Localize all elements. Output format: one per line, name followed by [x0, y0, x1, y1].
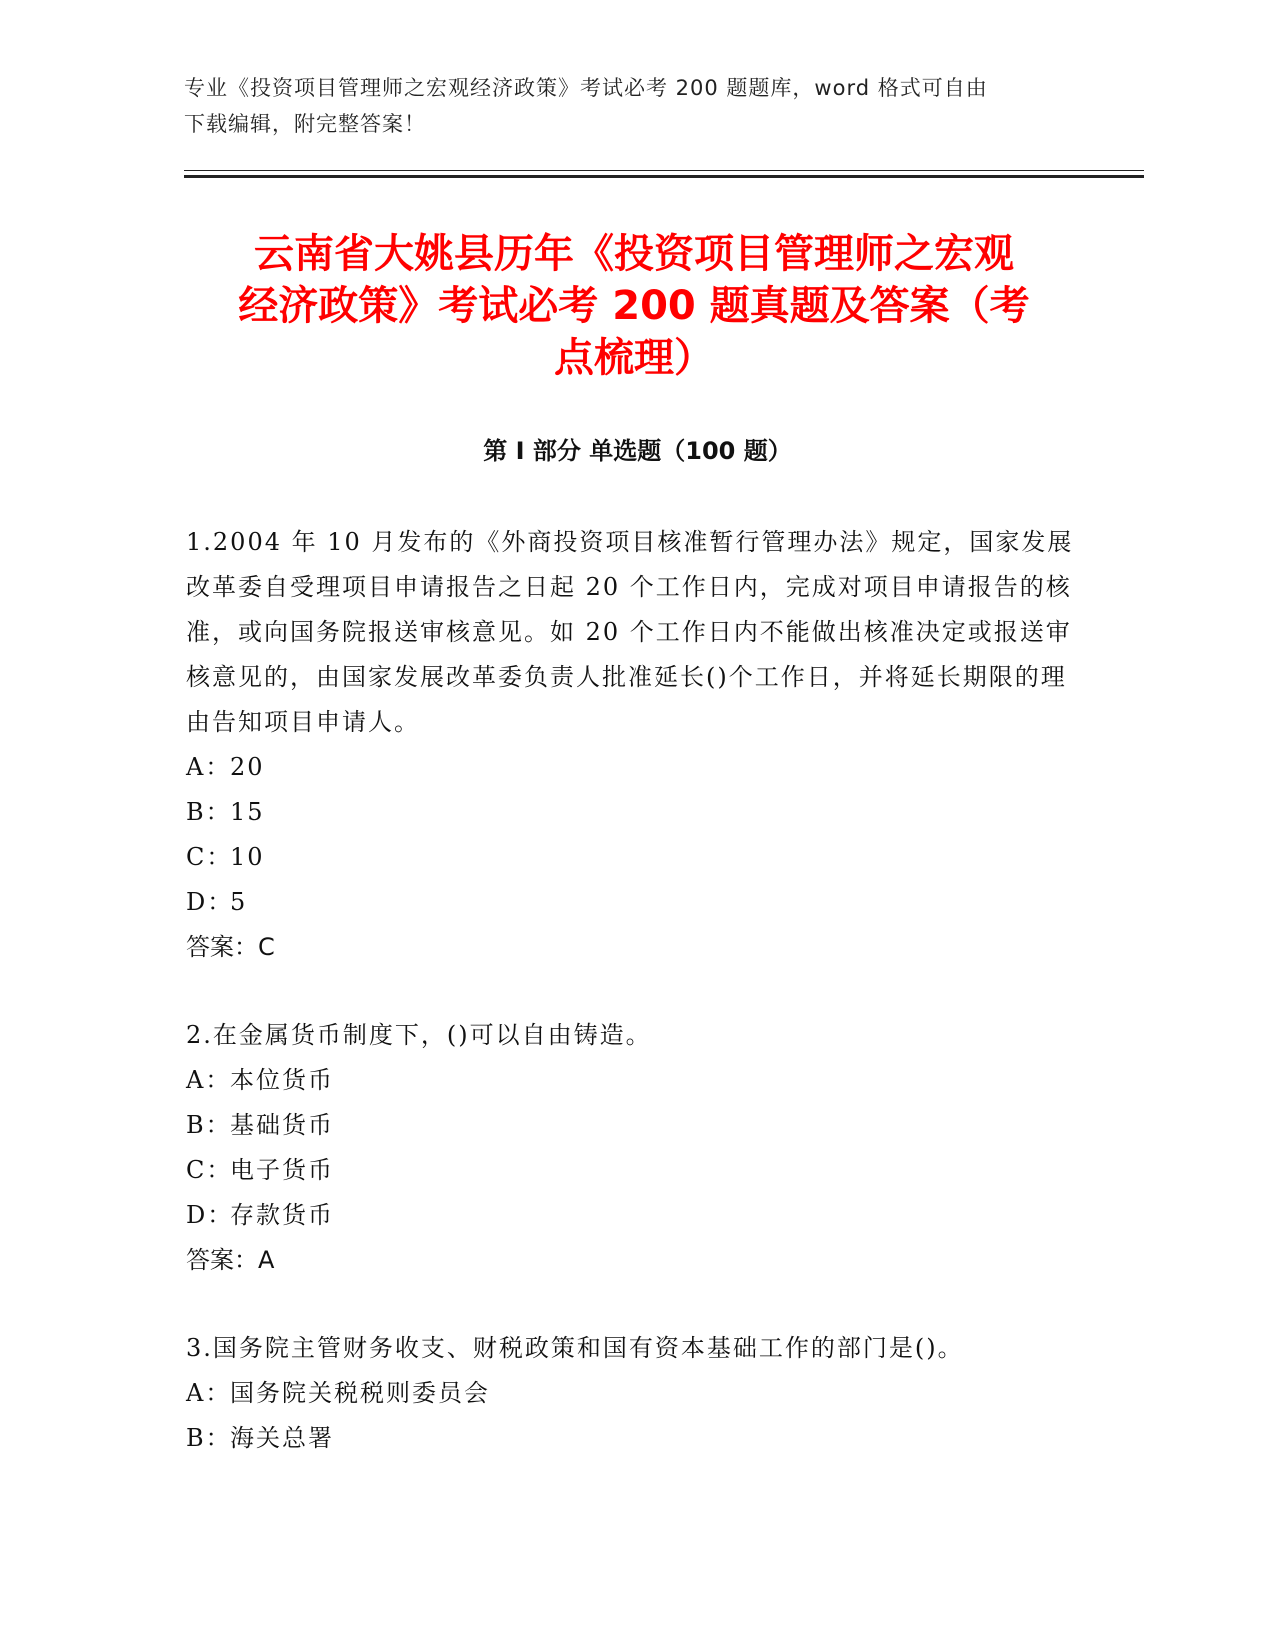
option-letter: B： [186, 798, 232, 826]
question-spacer [186, 1283, 1076, 1326]
title-line-3: 点梳理） [554, 335, 714, 381]
option-text: 国务院关税税则委员会 [230, 1379, 490, 1407]
question-stem: 3.国务院主管财务收支、财税政策和国有资本基础工作的部门是()。 [186, 1334, 964, 1362]
option-b [186, 790, 1076, 835]
document-intro [184, 70, 1064, 142]
answer-line: 答案：C [186, 933, 275, 961]
header-rule-thick [184, 175, 1144, 178]
option-letter: A： [186, 1379, 232, 1407]
document-title [184, 228, 1084, 384]
option-text: 5 [230, 888, 248, 916]
option-text: 10 [230, 843, 265, 871]
option-a [186, 1058, 1076, 1103]
section-heading: 第 I 部分 单选题（100 题） [483, 437, 792, 465]
intro-line-1: 专业《投资项目管理师之宏观经济政策》考试必考 200 题题库，word 格式可自由 [184, 76, 988, 100]
option-text: 基础货币 [230, 1111, 334, 1139]
question-spacer [186, 970, 1076, 1013]
question-list [186, 520, 1076, 1461]
option-letter: D： [186, 888, 234, 916]
question-1 [186, 520, 1076, 970]
question-2 [186, 1013, 1076, 1283]
option-letter: B： [186, 1111, 232, 1139]
option-text: 存款货币 [230, 1201, 334, 1229]
option-c [186, 1148, 1076, 1193]
option-text: 海关总署 [230, 1424, 334, 1452]
title-line-1: 云南省大姚县历年《投资项目管理师之宏观 [254, 231, 1014, 277]
option-d [186, 880, 1076, 925]
option-a [186, 1371, 1076, 1416]
option-text: 电子货币 [230, 1156, 334, 1184]
option-d [186, 1193, 1076, 1238]
title-line-2: 经济政策》考试必考 200 题真题及答案（考 [238, 283, 1030, 329]
option-a [186, 745, 1076, 790]
question-stem: 1.2004 年 10 月发布的《外商投资项目核准暂行管理办法》规定，国家发展改革委自受理项目申请报告之日起 20 个工作日内，完成对项目申请报告的核准，或向国务院报送审核意见。如 20 个工作日内不能做出核准决定或报送审核意见的，由国家发展改革委负责人批准延长()个工作日，并将延长期限的理由告知项目申请人。 [186, 528, 1074, 736]
question-3 [186, 1326, 1076, 1461]
option-letter: C： [186, 843, 233, 871]
option-letter: B： [186, 1424, 232, 1452]
answer-line: 答案：A [186, 1246, 275, 1274]
intro-line-2: 下载编辑，附完整答案！ [184, 112, 426, 136]
option-b [186, 1416, 1076, 1461]
option-c [186, 835, 1076, 880]
option-letter: D： [186, 1201, 234, 1229]
question-stem: 2.在金属货币制度下，()可以自由铸造。 [186, 1021, 652, 1049]
option-text: 20 [230, 753, 265, 781]
header-rule-thin [184, 170, 1144, 171]
option-letter: A： [186, 1066, 232, 1094]
option-b [186, 1103, 1076, 1148]
option-letter: A： [186, 753, 232, 781]
option-letter: C： [186, 1156, 233, 1184]
option-text: 15 [230, 798, 265, 826]
option-text: 本位货币 [230, 1066, 334, 1094]
